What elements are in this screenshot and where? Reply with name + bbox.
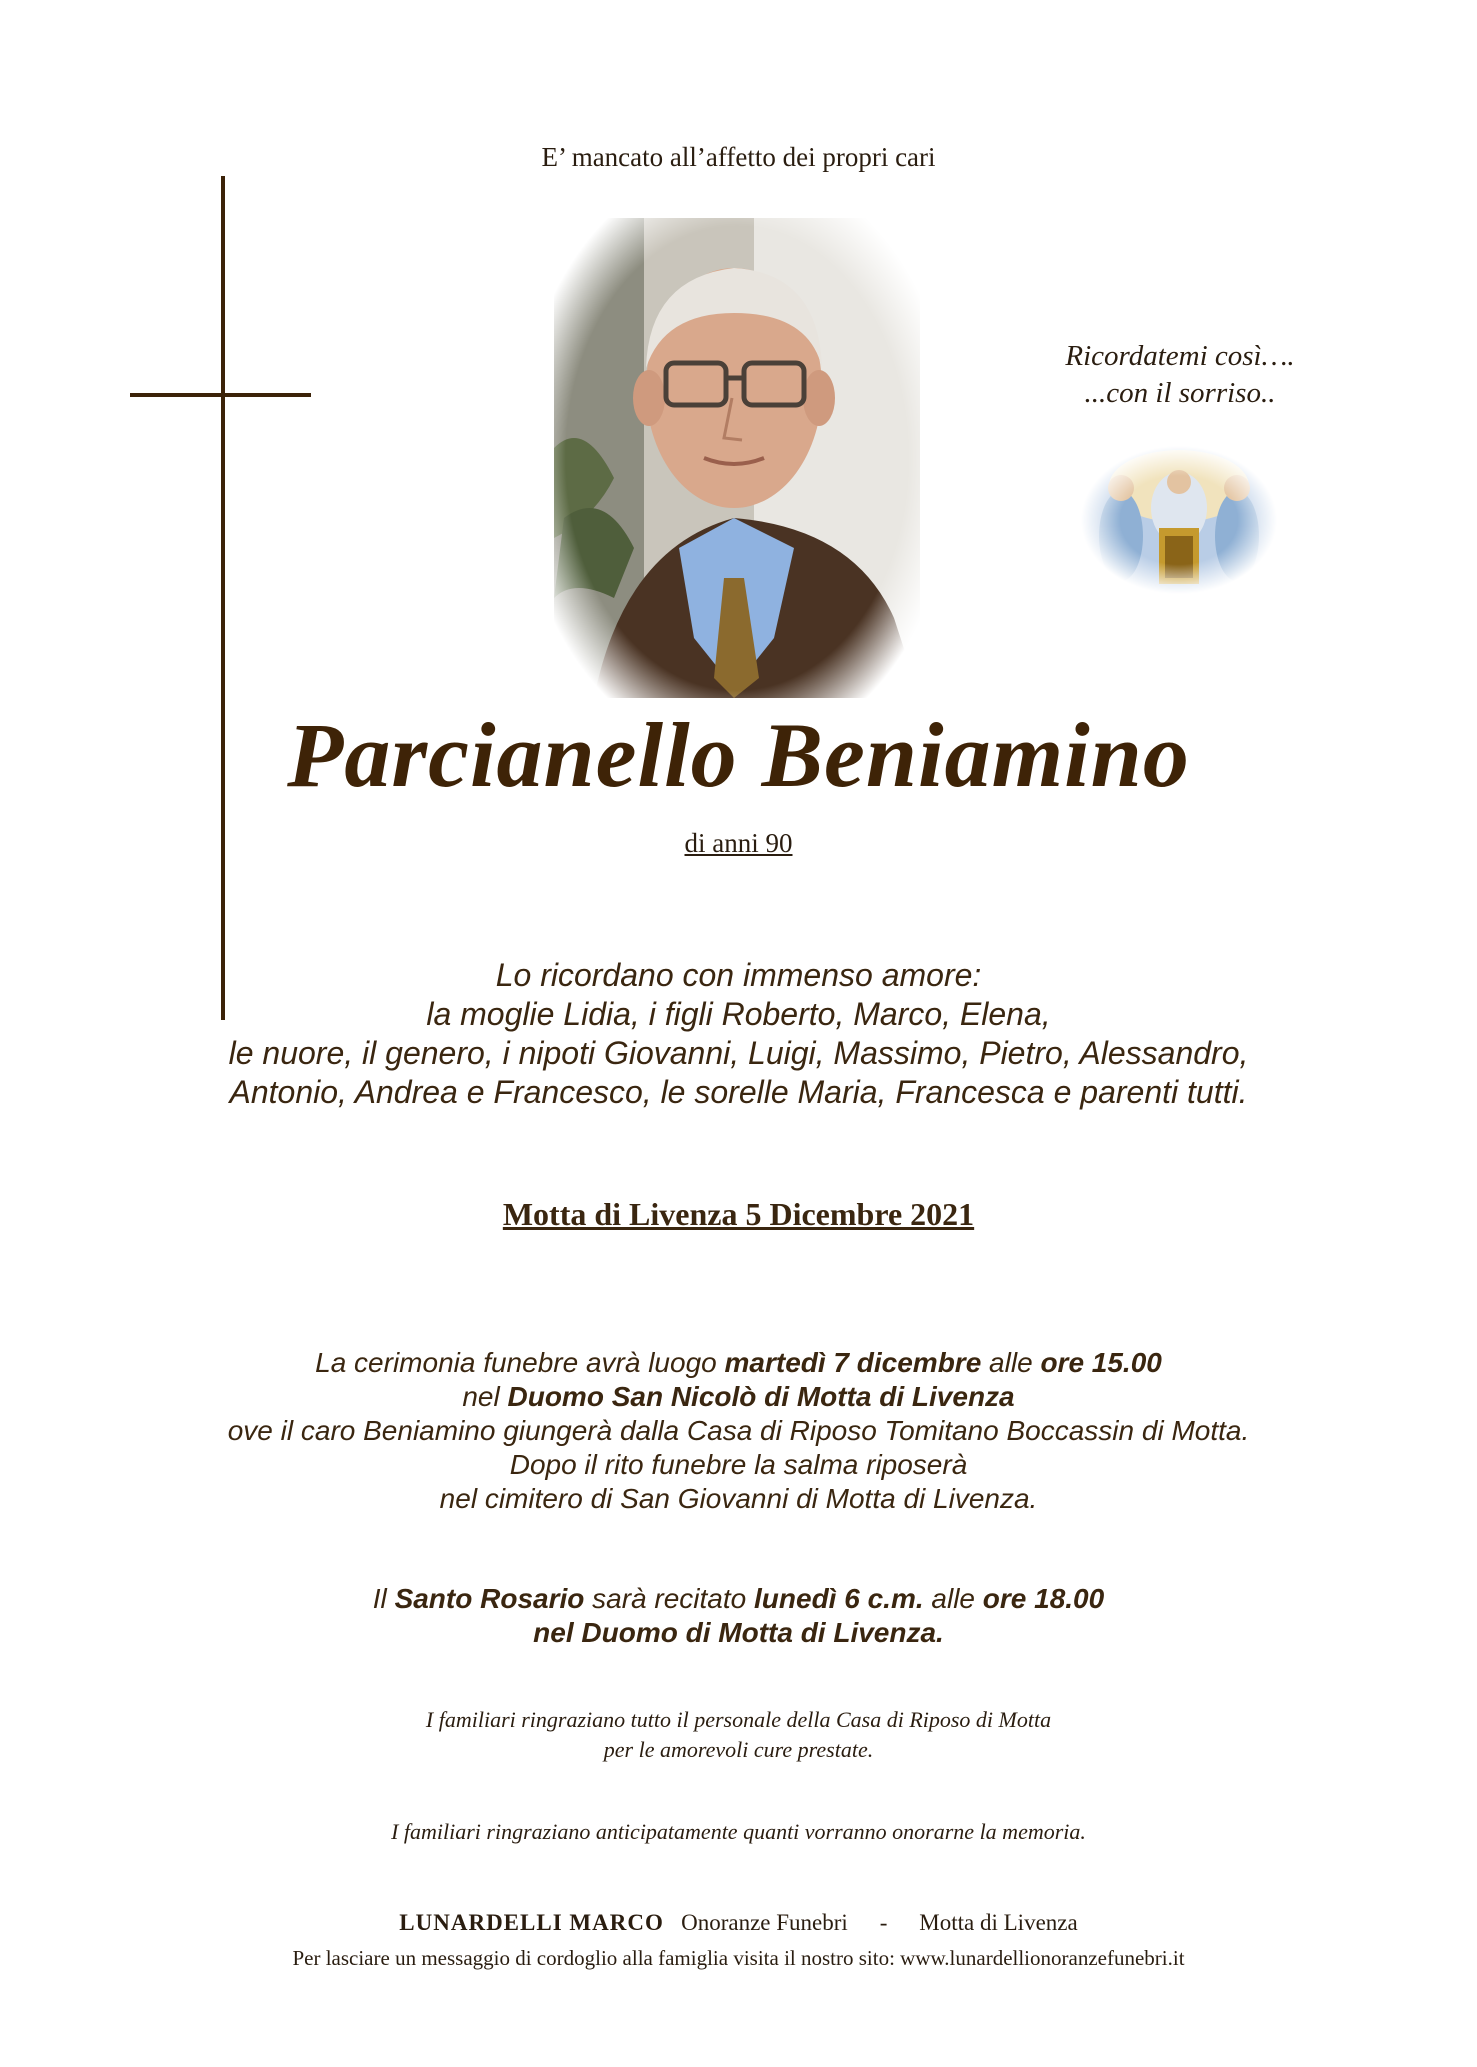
mourners-line-3: le nuore, il genero, i nipoti Giovanni, Luigi, Massimo, Pietro, Alessandro, bbox=[228, 1035, 1249, 1071]
ceremony-date: martedì 7 dicembre bbox=[724, 1347, 982, 1378]
cross-horizontal-bar bbox=[130, 393, 311, 397]
mourners-line-4: Antonio, Andrea e Francesco, le sorelle Maria, Francesca e parenti tutti. bbox=[229, 1074, 1248, 1110]
ceremony-text: nel bbox=[462, 1381, 508, 1412]
ceremony-line-2 bbox=[0, 1380, 1477, 1414]
funeral-agency-line bbox=[0, 1910, 1477, 1936]
rosary-text: Il bbox=[372, 1583, 395, 1614]
place-and-date: Motta di Livenza 5 Dicembre 2021 bbox=[502, 1196, 975, 1232]
rosary-details bbox=[0, 1582, 1477, 1650]
rosary-text: sarà recitato bbox=[584, 1583, 755, 1614]
ceremony-line-4: Dopo il rito funebre la salma riposerà bbox=[509, 1449, 968, 1480]
intro-text: E’ mancato all’affetto dei propri cari bbox=[541, 142, 936, 172]
holy-image bbox=[1081, 446, 1277, 594]
thanks-line-2: per le amorevoli cure prestate. bbox=[603, 1737, 874, 1762]
deceased-name: Parcianello Beniamino bbox=[287, 704, 1190, 806]
thanks-line-1: I familiari ringraziano tutto il personale della Casa di Riposo di Motta bbox=[425, 1707, 1052, 1732]
quote-line-1: Ricordatemi così…. bbox=[1065, 340, 1295, 372]
ceremony-line-3: ove il caro Beniamino giungerà dalla Casa di Riposo Tomitano Boccassin di Motta. bbox=[227, 1415, 1250, 1446]
thanks-memory: I familiari ringraziano anticipatamente quanti vorranno onorarne la memoria. bbox=[391, 1819, 1086, 1844]
thanks-care-home bbox=[0, 1705, 1477, 1765]
mourners-line-1: Lo ricordano con immenso amore: bbox=[495, 957, 982, 993]
ceremony-line-5: nel cimitero di San Giovanni di Motta di Livenza. bbox=[439, 1483, 1038, 1514]
ceremony-details bbox=[0, 1346, 1477, 1516]
agency-name: LUNARDELLI MARCO bbox=[399, 1910, 664, 1935]
rosary-text: alle bbox=[923, 1583, 983, 1614]
ceremony-text: alle bbox=[981, 1347, 1041, 1378]
agency-separator: - bbox=[879, 1910, 888, 1935]
deceased-portrait bbox=[554, 218, 920, 698]
remembrance-quote bbox=[1000, 338, 1360, 412]
rosary-line-2 bbox=[0, 1616, 1477, 1650]
mourners-list bbox=[0, 956, 1477, 1112]
condolence-message: Per lasciare un messaggio di cordoglio alla famiglia visita il nostro sito: www.lunardellionoranzefunebri.it bbox=[292, 1946, 1185, 1970]
ceremony-location: Duomo San Nicolò di Motta di Livenza bbox=[507, 1381, 1015, 1412]
agency-service: Onoranze Funebri bbox=[681, 1910, 848, 1935]
rosary-time: ore 18.00 bbox=[982, 1583, 1105, 1614]
rosary-location: nel Duomo di Motta di Livenza. bbox=[533, 1617, 944, 1648]
ceremony-text: La cerimonia funebre avrà luogo bbox=[315, 1347, 725, 1378]
rosary-line-1 bbox=[0, 1582, 1477, 1616]
rosary-date: lunedì 6 c.m. bbox=[754, 1583, 924, 1614]
cross-vertical-bar bbox=[221, 176, 225, 1020]
agency-town: Motta di Livenza bbox=[919, 1910, 1078, 1935]
deceased-age: di anni 90 bbox=[684, 828, 793, 858]
mourners-line-2: la moglie Lidia, i figli Roberto, Marco, Elena, bbox=[426, 996, 1051, 1032]
ceremony-time: ore 15.00 bbox=[1040, 1347, 1162, 1378]
ceremony-line-1 bbox=[0, 1346, 1477, 1380]
rosary-title: Santo Rosario bbox=[394, 1583, 585, 1614]
quote-line-2: ...con il sorriso.. bbox=[1084, 377, 1276, 409]
